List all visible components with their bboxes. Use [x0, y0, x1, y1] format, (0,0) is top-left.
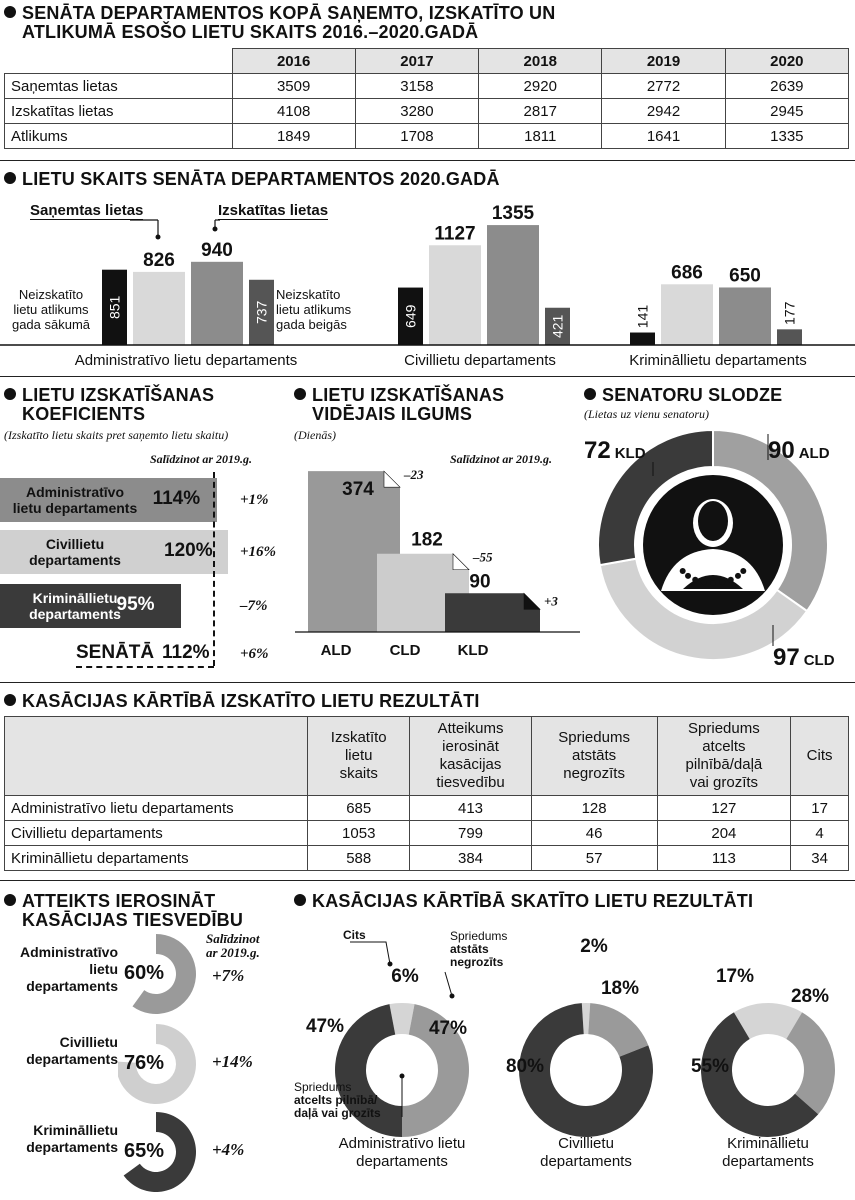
donut-label: departaments: [356, 1153, 448, 1170]
total-change: +6%: [240, 646, 269, 662]
cassation-table: [4, 716, 849, 871]
year-header: 2020: [725, 49, 848, 74]
value-cell: 3280: [355, 99, 478, 124]
section1-title-line1: SENĀTA DEPARTAMENTOS KOPĀ SAŅEMTO, IZSKATĪTO UN: [22, 3, 556, 23]
cassation-header-row: [5, 717, 849, 796]
donut-label: Civillietu: [558, 1135, 614, 1152]
cassation-header: [531, 717, 657, 796]
duration-change: –55: [473, 549, 493, 565]
cassation-row: [5, 821, 849, 846]
value-cell: 3509: [232, 74, 355, 99]
chain-bead-icon: [728, 577, 734, 583]
value-cell: 1053: [308, 821, 410, 846]
leader-line: [445, 972, 452, 996]
coefficient-name: [0, 536, 150, 568]
section5-title: [584, 386, 782, 405]
chain-bead-icon: [692, 577, 698, 583]
section2-title-text: LIETU SKAITS SENĀTA DEPARTAMENTOS 2020.GADĀ: [22, 169, 500, 189]
bullet-icon: [4, 694, 16, 706]
refused-change: +7%: [212, 966, 245, 985]
value-cell: 46: [531, 821, 657, 846]
value-cell: 2639: [725, 74, 848, 99]
value-cell: 2945: [725, 99, 848, 124]
bar-value-label: 1355: [491, 203, 535, 225]
value-cell: 4108: [232, 99, 355, 124]
divider: [0, 376, 855, 377]
section1-title: [4, 4, 555, 42]
header-line: Spriedums: [688, 720, 760, 737]
section5-title-text: SENATORU SLODZE: [602, 385, 783, 405]
coefficient-value: 95%: [116, 594, 155, 615]
bar-value-label: 1127: [434, 223, 476, 245]
callout-dot: [213, 227, 218, 232]
totals-corner: [5, 49, 233, 74]
value-cell: 799: [410, 821, 531, 846]
name-line: lietu: [89, 961, 118, 977]
section4-subtitle: (Dienās): [294, 428, 336, 442]
senator-label-kld: 72 KLD: [584, 437, 646, 464]
value-cell: 3158: [355, 74, 478, 99]
year-header: 2016: [232, 49, 355, 74]
chain-bead-icon: [710, 580, 716, 586]
donut-label: Krimināllietu: [727, 1135, 809, 1152]
header-line: atcelts: [702, 738, 746, 755]
note-line: Spriedums: [450, 929, 508, 943]
duration-value: 90: [469, 571, 491, 593]
note-line: atcelts pilnībā/: [294, 1093, 378, 1107]
note-line: daļā vai grozīts: [294, 1106, 381, 1120]
total-label: SENĀTĀ: [76, 642, 155, 663]
totals-table: [4, 48, 849, 149]
value-cell: 685: [308, 796, 410, 821]
coefficient-name: [0, 484, 150, 516]
section6-title: [4, 692, 480, 711]
coefficient-name-line: lietu departaments: [12, 500, 138, 516]
note-line: negrozīts: [450, 955, 504, 969]
leader-line: [350, 942, 390, 964]
bar-value-label: 177: [781, 301, 798, 326]
refused-value: 76%: [124, 1052, 165, 1074]
bullet-icon: [584, 388, 596, 400]
value-cell: 2772: [602, 74, 725, 99]
coefficient-change: +1%: [240, 492, 269, 508]
bar: [630, 333, 655, 345]
row-label: Administratīvo lietu departaments: [5, 796, 308, 821]
fold-corner-icon: [384, 471, 400, 487]
cassation-row: [5, 846, 849, 871]
duration-change: –23: [404, 467, 424, 483]
bullet-icon: [4, 894, 16, 906]
name-line: departaments: [26, 1051, 118, 1067]
leader-dot: [400, 1074, 405, 1079]
duration-category: KLD: [457, 642, 489, 659]
bar-value-label: 737: [253, 300, 270, 325]
bullet-icon: [294, 894, 306, 906]
callout-received: Saņemtas lietas: [30, 202, 144, 219]
value-cell: 127: [657, 796, 791, 821]
totals-row: [5, 99, 849, 124]
value-cell: 128: [531, 796, 657, 821]
section7-title-line2: KASĀCIJAS TIESVEDĪBU: [22, 910, 244, 930]
bullet-icon: [294, 388, 306, 400]
year-header: 2017: [355, 49, 478, 74]
totals-row: [5, 74, 849, 99]
left-note-line: Neizskatīto: [18, 287, 84, 302]
coefficient-change: –7%: [240, 598, 268, 614]
section7-title: [4, 892, 243, 930]
refused-change: +14%: [212, 1052, 253, 1071]
total-underline: [76, 666, 214, 668]
value-cell: 1811: [479, 124, 602, 149]
chain-bead-icon: [719, 579, 725, 585]
note-line: Spriedums: [294, 1080, 352, 1094]
section3-subtitle: (Izskatīto lietu skaits pret saņemto lietu skaitu): [4, 428, 229, 442]
section5-subtitle: (Lietas uz vienu senatoru): [584, 407, 709, 421]
refused-chart: [0, 930, 290, 1200]
coefficient-value: 114%: [152, 488, 201, 509]
section4-title: [294, 386, 504, 424]
header-line: Atteikums: [437, 720, 504, 737]
result-percent: 55%: [690, 1056, 730, 1077]
section3-title: [4, 386, 214, 424]
header-line: Cits: [806, 747, 833, 764]
duration-category: CLD: [389, 642, 421, 659]
refused-value: 65%: [124, 1140, 165, 1162]
note-negrozits: [450, 930, 507, 969]
left-note-line: lietu atlikums: [13, 302, 89, 317]
header-line: atstāts: [572, 747, 617, 764]
result-percent: 28%: [790, 986, 830, 1007]
chain-bead-icon: [680, 568, 686, 574]
section4-compare: Salīdzinot ar 2019.g.: [450, 452, 553, 466]
bar-value-label: 686: [671, 262, 703, 284]
result-percent: 80%: [505, 1056, 545, 1077]
result-percent: 2%: [580, 936, 608, 957]
duration-value: 374: [342, 479, 374, 501]
header-line: pilnībā/daļā: [685, 756, 763, 773]
bar: [487, 225, 539, 345]
value-cell: 1708: [355, 124, 478, 149]
bar-value-label: 650: [729, 265, 761, 287]
value-cell: 1641: [602, 124, 725, 149]
left-note-line: gada sākumā: [11, 317, 91, 332]
senator-load-chart: [578, 420, 855, 670]
header-line: negrozīts: [563, 765, 625, 782]
compare-line: ar 2019.g.: [206, 945, 260, 960]
result-percent: 47%: [428, 1018, 468, 1039]
bar: [191, 262, 243, 345]
name-line: Civillietu: [59, 1034, 118, 1050]
callout-dot: [156, 235, 161, 240]
value-cell: 34: [791, 846, 849, 871]
person-face-icon: [698, 501, 728, 541]
bullet-icon: [4, 388, 16, 400]
refused-value: 60%: [124, 962, 165, 984]
duration-category: ALD: [320, 642, 352, 659]
divider: [0, 880, 855, 881]
bar-value-label: 421: [549, 314, 566, 339]
value-cell: 2920: [479, 74, 602, 99]
name-line: Krimināllietu: [33, 1122, 118, 1138]
leader-dot: [450, 994, 455, 999]
coefficient-change: +16%: [240, 544, 277, 560]
donut-label: departaments: [722, 1153, 814, 1170]
value-cell: 4: [791, 821, 849, 846]
refused-department: [0, 1034, 118, 1068]
left-note: [2, 287, 100, 332]
value-cell: 57: [531, 846, 657, 871]
chain-bead-icon: [701, 579, 707, 585]
total-dashed-line: [213, 472, 215, 666]
bar: [661, 284, 713, 345]
totals-row: [5, 124, 849, 149]
divider: [0, 682, 855, 683]
value-cell: 2942: [602, 99, 725, 124]
bar-value-label: 851: [106, 295, 123, 320]
chain-bead-icon: [740, 568, 746, 574]
cassation-header: [657, 717, 791, 796]
header-line: lietu: [344, 747, 373, 764]
header-line: Izskatīto: [330, 729, 387, 746]
section8-title-text: KASĀCIJAS KĀRTĪBĀ SKATĪTO LIETU REZULTĀTI: [312, 891, 754, 911]
value-cell: 1849: [232, 124, 355, 149]
coefficient-name-line: departaments: [29, 606, 121, 622]
value-cell: 2817: [479, 99, 602, 124]
leader-dot: [388, 962, 393, 967]
compare-line: Salīdzinot: [206, 931, 260, 946]
header-line: vai grozīts: [689, 774, 759, 791]
coefficient-name-line: Administratīvo: [25, 484, 124, 500]
senator-label-cld: 97 CLD: [773, 644, 835, 670]
section4-title-line2: VIDĒJAIS ILGUMS: [312, 404, 473, 424]
refused-change: +4%: [212, 1140, 245, 1159]
header-line: Spriedums: [558, 729, 630, 746]
note-atcelts: [294, 1081, 381, 1120]
section2-title: [4, 170, 500, 189]
header-line: tiesvedību: [436, 774, 505, 791]
name-line: departaments: [26, 978, 118, 994]
section4-title-line1: LIETU IZSKATĪŠANAS: [312, 385, 505, 405]
result-percent: 47%: [305, 1016, 345, 1037]
chain-bead-icon: [685, 573, 691, 579]
refused-department: [0, 944, 118, 995]
bar-value-label: 649: [402, 304, 419, 328]
right-note-line: gada beigās: [276, 317, 347, 332]
value-cell: 17: [791, 796, 849, 821]
header-line: ierosināt: [442, 738, 499, 755]
note-line: atstāts: [450, 942, 489, 956]
cassation-row: [5, 796, 849, 821]
note-cits: Cits: [343, 928, 366, 942]
category-label: Administratīvo lietu departaments: [74, 352, 298, 369]
value-cell: 413: [410, 796, 531, 821]
callout-reviewed: Izskatītas lietas: [218, 202, 329, 219]
value-cell: 588: [308, 846, 410, 871]
section7-title-line1: ATTEIKTS IEROSINĀT: [22, 891, 216, 911]
donut-label: departaments: [540, 1153, 632, 1170]
coefficient-value: 120%: [164, 540, 213, 561]
name-line: departaments: [26, 1139, 118, 1155]
result-percent: 18%: [600, 978, 640, 999]
bar: [429, 245, 481, 345]
row-label: Saņemtas lietas: [5, 74, 233, 99]
duration-change: +3: [544, 593, 558, 609]
coefficient-name-line: departaments: [29, 552, 121, 568]
header-line: skaits: [339, 765, 378, 782]
fold-corner-icon: [524, 593, 540, 609]
category-label: Krimināllietu departaments: [629, 352, 807, 369]
totals-header-row: [5, 49, 849, 74]
year-header: 2018: [479, 49, 602, 74]
section3-compare: Salīdzinot ar 2019.g.: [150, 452, 253, 466]
result-percent: 17%: [715, 966, 755, 987]
cassation-header: [410, 717, 531, 796]
value-cell: 113: [657, 846, 791, 871]
row-label: Civillietu departaments: [5, 821, 308, 846]
fold-corner-icon: [453, 554, 469, 570]
row-label: Atlikums: [5, 124, 233, 149]
duration-chart: [290, 462, 580, 667]
name-line: Administratīvo: [19, 944, 118, 960]
result-percent: 6%: [391, 966, 419, 987]
bar: [719, 287, 771, 345]
donut-label: Administratīvo lietu: [338, 1135, 466, 1152]
senator-label-ald: 90 ALD: [768, 437, 830, 464]
value-cell: 384: [410, 846, 531, 871]
cassation-header: [308, 717, 410, 796]
bar: [133, 272, 185, 345]
coefficient-name-line: Krimināllietu: [32, 590, 118, 606]
section3-title-line2: KOEFICIENTS: [22, 404, 146, 424]
right-note: [276, 287, 374, 332]
right-note-line: lietu atlikums: [276, 302, 352, 317]
section1-title-line2: ATLIKUMĀ ESOŠO LIETU SKAITS 2016.–2020.GADĀ: [22, 22, 479, 42]
duration-value: 182: [411, 529, 443, 551]
result-slice: [588, 1003, 648, 1057]
value-cell: 204: [657, 821, 791, 846]
refused-department: [0, 1122, 118, 1156]
bullet-icon: [4, 6, 16, 18]
value-cell: 1335: [725, 124, 848, 149]
cassation-header: [791, 717, 849, 796]
section6-title-text: KASĀCIJAS KĀRTĪBĀ IZSKATĪTO LIETU REZULTĀTI: [22, 691, 480, 711]
header-line: kasācijas: [439, 756, 502, 773]
bar: [777, 329, 802, 345]
total-value: 112%: [162, 642, 210, 663]
section8-title: [294, 892, 753, 911]
right-note-line: Neizskatīto: [276, 287, 341, 302]
row-label: Izskatītas lietas: [5, 99, 233, 124]
chain-bead-icon: [735, 573, 741, 579]
bar-value-label: 940: [201, 239, 233, 261]
bar-value-label: 826: [143, 249, 175, 271]
section3-title-line1: LIETU IZSKATĪŠANAS: [22, 385, 215, 405]
year-header: 2019: [602, 49, 725, 74]
coefficient-chart: [0, 470, 290, 670]
bar-value-label: 141: [634, 304, 651, 329]
cassation-corner: [5, 717, 308, 796]
coefficient-name-line: Civillietu: [45, 536, 105, 552]
divider: [0, 160, 855, 161]
category-label: Civillietu departaments: [404, 352, 556, 369]
bullet-icon: [4, 172, 16, 184]
results-donuts: [290, 912, 855, 1200]
row-label: Krimināllietu departaments: [5, 846, 308, 871]
